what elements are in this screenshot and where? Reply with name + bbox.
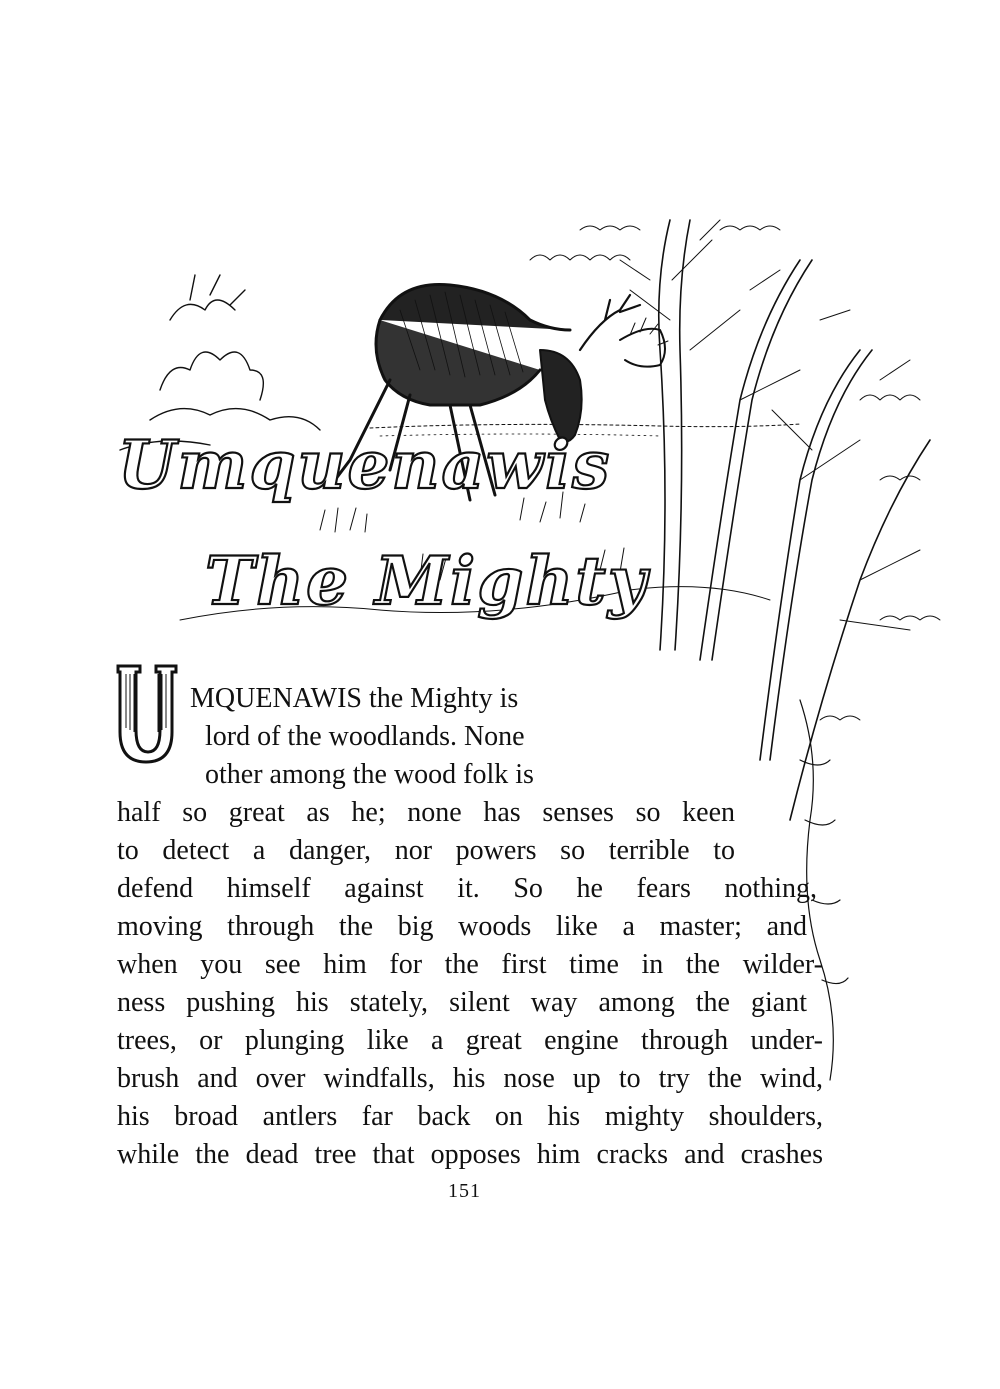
body-line-8: when you see him for the first time in the wilder-	[117, 949, 823, 980]
body-line-6: defend himself against it. So he fears nothing,	[117, 873, 817, 904]
drop-cap	[112, 660, 182, 766]
body-line-10: trees, or plunging like a great engine through under-	[117, 1025, 823, 1056]
body-line-1: MQUENAWIS the Mighty is	[190, 683, 519, 714]
drop-cap-letter: U	[147, 760, 148, 761]
chapter-title-line-2: The Mighty	[205, 542, 649, 620]
body-line-5: to detect a danger, nor powers so terrible to	[117, 835, 735, 866]
body-line-11: brush and over windfalls, his nose up to try the wind,	[117, 1063, 823, 1094]
body-line-2: lord of the woodlands. None	[205, 721, 525, 752]
page-number: 151	[448, 1180, 481, 1202]
body-line-13: while the dead tree that opposes him cracks and crashes	[117, 1139, 823, 1170]
chapter-title-line-1: Umquenawis	[118, 426, 612, 504]
body-line-3: other among the wood folk is	[205, 759, 534, 790]
body-line-7: moving through the big woods like a master; and	[117, 911, 807, 942]
body-line-9: ness pushing his stately, silent way among the giant	[117, 987, 807, 1018]
body-line-12: his broad antlers far back on his mighty shoulders,	[117, 1101, 823, 1132]
body-line-4: half so great as he; none has senses so keen	[117, 797, 735, 828]
